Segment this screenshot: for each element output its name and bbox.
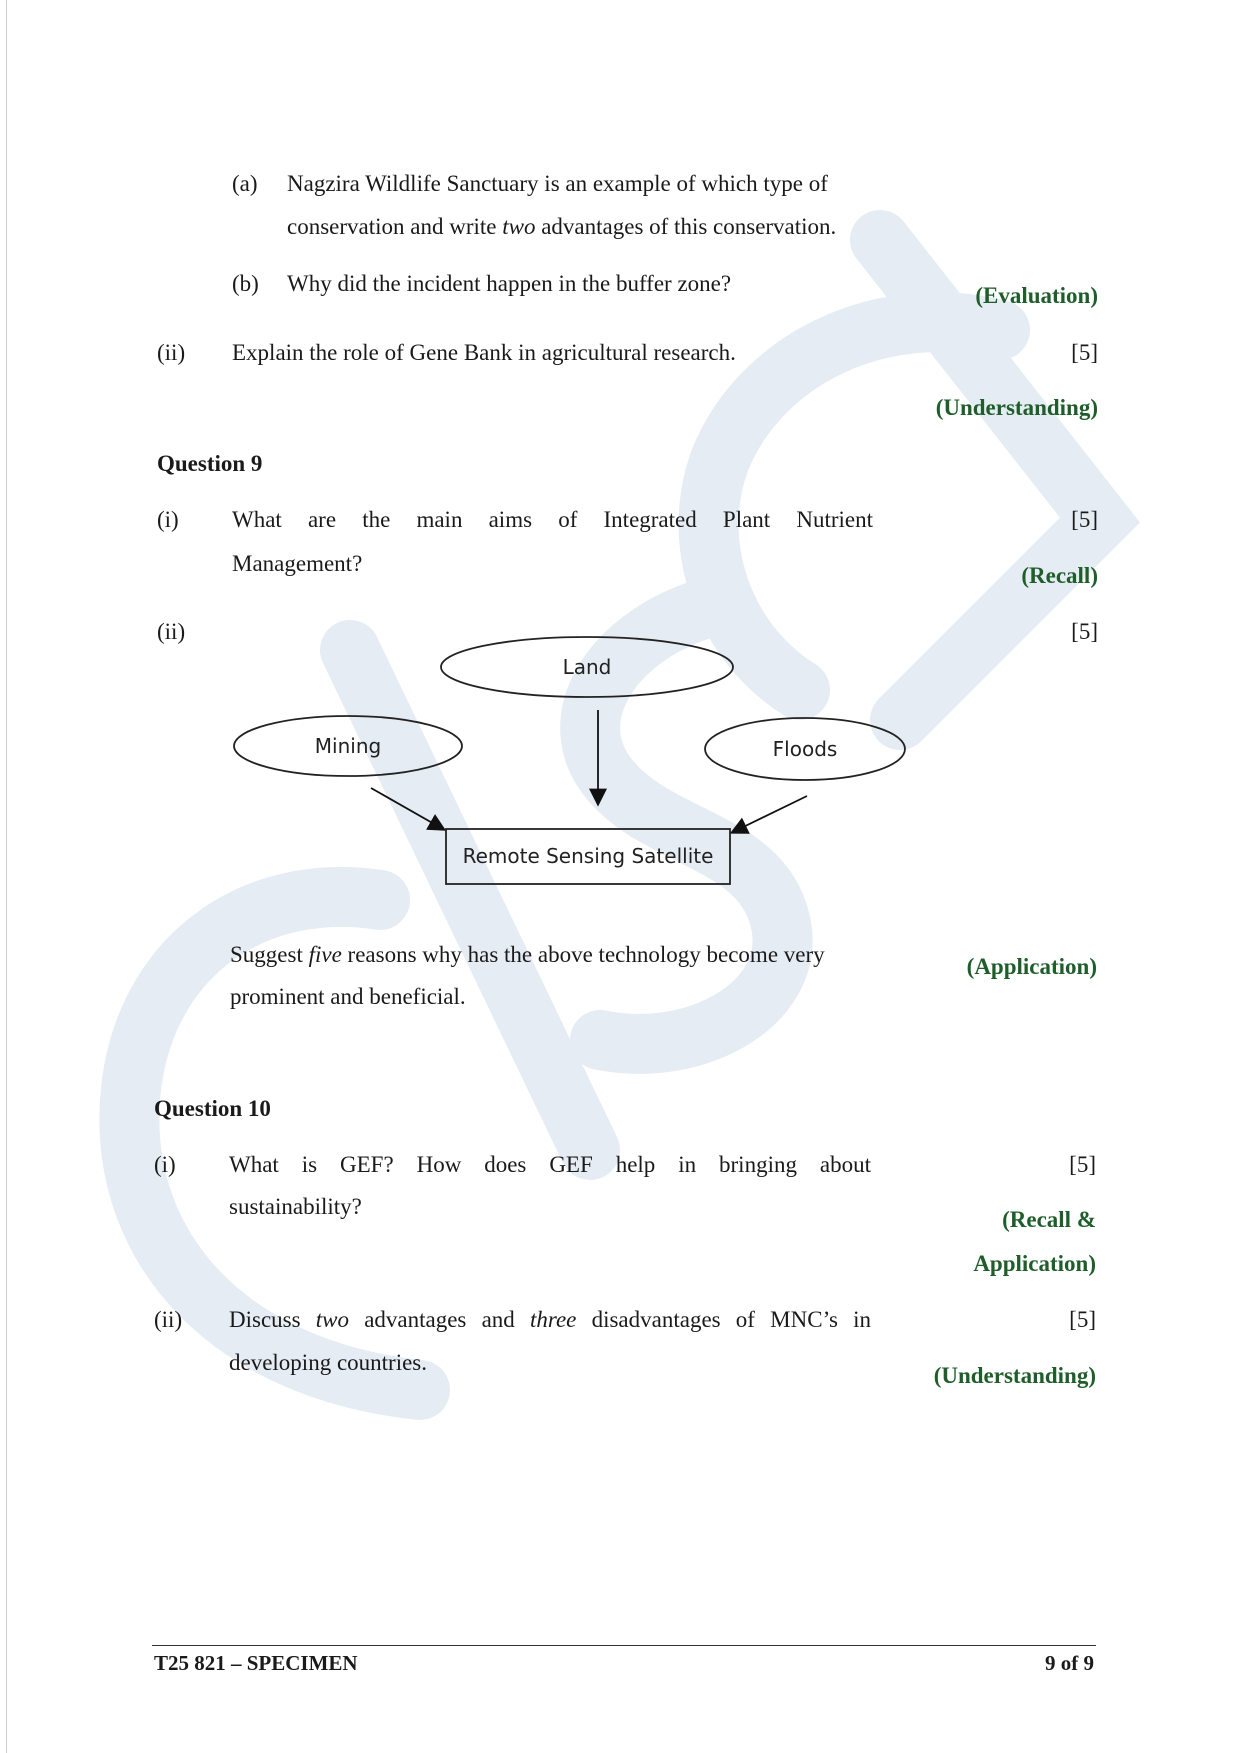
- q9-ii-line1: [230, 941, 825, 969]
- part-a-line2-pre: conservation and write: [287, 214, 503, 239]
- q10-ii-line2: developing countries.: [229, 1350, 428, 1375]
- question-10-title: Question 10: [154, 1096, 271, 1121]
- mining-arrow: [371, 788, 443, 829]
- q9-i-tag: (Recall): [1021, 563, 1098, 588]
- floods-label: Floods: [772, 737, 838, 761]
- part-a-line1: Nagzira Wildlife Sanctuary is an example of which type of: [287, 171, 828, 196]
- mining-label: Mining: [314, 734, 382, 758]
- center-label: Remote Sensing Satellite: [462, 844, 714, 868]
- q9-ii-line2: prominent and beneficial.: [230, 984, 466, 1009]
- q10-i-tag-line1: (Recall &: [1002, 1207, 1096, 1232]
- q9-i-label: (i): [157, 507, 179, 532]
- part-a-line2-post: advantages of this conservation.: [535, 214, 837, 239]
- q10-ii-label: (ii): [154, 1307, 183, 1332]
- land-label: Land: [562, 655, 612, 679]
- q8-ii-marks: [5]: [1071, 340, 1098, 365]
- part-b-label: (b): [232, 271, 259, 296]
- q9-ii-line1-em: five: [308, 942, 342, 967]
- q10-ii-marks: [5]: [1069, 1307, 1096, 1332]
- q10-i-label: (i): [154, 1152, 176, 1177]
- footer-page: 9 of 9: [1045, 1651, 1094, 1675]
- part-b-text: Why did the incident happen in the buffer zone?: [287, 271, 732, 296]
- part-a-label: (a): [232, 171, 258, 196]
- q10-ii-l1a: Discuss: [229, 1307, 316, 1332]
- q10-i-tag-line2: Application): [973, 1251, 1096, 1276]
- q9-ii-tag: (Application): [966, 954, 1097, 979]
- q10-i-line2: sustainability?: [229, 1194, 362, 1219]
- question-9-title: Question 9: [157, 451, 263, 476]
- footer-code: T25 821 – SPECIMEN: [154, 1651, 358, 1675]
- q8-ii-label: (ii): [157, 340, 186, 365]
- q10-ii-l1b: two: [315, 1307, 349, 1332]
- page-edge: [6, 0, 7, 1753]
- q9-i-marks: [5]: [1071, 507, 1098, 532]
- q9-ii-label: (ii): [157, 619, 186, 644]
- q9-i-line1: What are the main aims of Integrated Plant Nutrient: [232, 507, 873, 532]
- q10-i-marks: [5]: [1069, 1152, 1096, 1177]
- floods-arrow: [733, 796, 807, 832]
- q8-ii-tag: (Understanding): [935, 395, 1098, 420]
- q9-ii-marks: [5]: [1071, 619, 1098, 644]
- part-b-tag: (Evaluation): [975, 283, 1098, 308]
- remote-sensing-diagram: [225, 625, 925, 900]
- q9-ii-line1-pre: Suggest: [230, 942, 309, 967]
- part-a-line2: [287, 213, 836, 241]
- q9-i-line2: Management?: [232, 551, 363, 576]
- q8-ii-text: Explain the role of Gene Bank in agricultural research.: [232, 340, 736, 365]
- footer-rule: [152, 1645, 1096, 1646]
- q10-ii-l1e: disadvantages of MNC’s in: [576, 1307, 871, 1332]
- q10-ii-l1d: three: [529, 1307, 577, 1332]
- q10-ii-tag: (Understanding): [933, 1363, 1096, 1388]
- q10-ii-l1c: advantages and: [349, 1307, 530, 1332]
- q10-i-line1: What is GEF? How does GEF help in bringing about: [229, 1152, 871, 1177]
- part-a-line2-em: two: [502, 214, 536, 239]
- q10-ii-line1: [229, 1306, 871, 1334]
- q9-ii-line1-post: reasons why has the above technology become very: [341, 942, 825, 967]
